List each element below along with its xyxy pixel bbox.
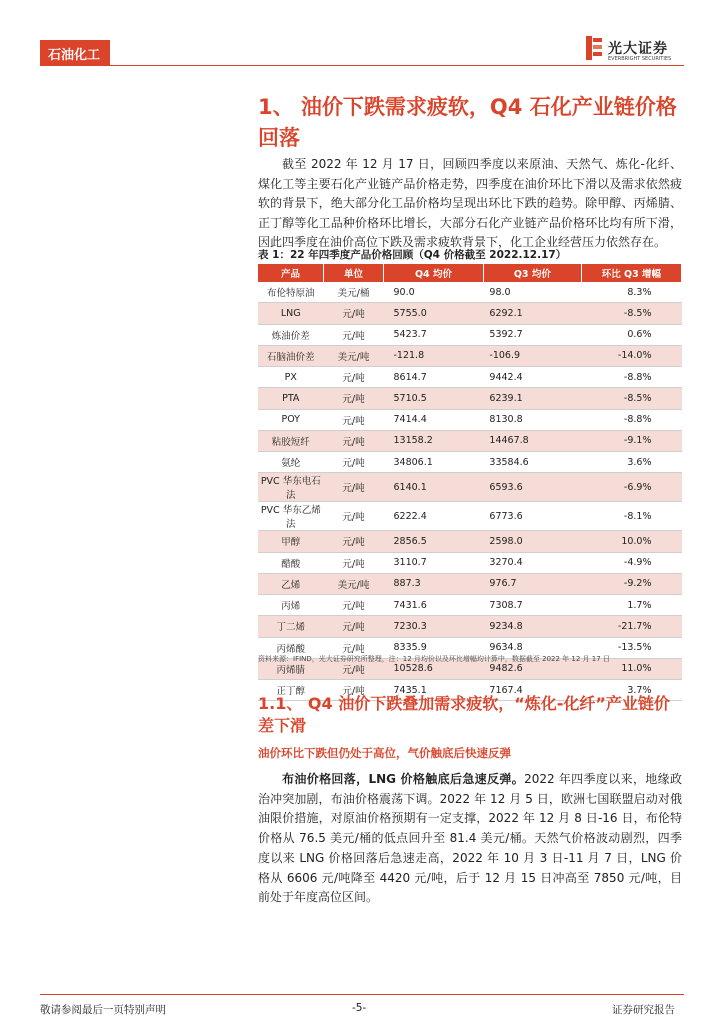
logo-icon [584, 34, 604, 62]
table-cell: 美元/吨 [324, 345, 384, 366]
table-row [258, 282, 682, 303]
intro-paragraph: 截至 2022 年 12 月 17 日，回顾四季度以来原油、天然气、炼化-化纤、煤化工等主要石化产业链产品价格走势，四季度在油价环比下滑以及需求依然疲软的背景下，绝大部分化工品价格均呈现出环比下跌的趋势。除甲醇、丙烯腈、正丁醇等化工品种价格环比增长，大部分石化产业链产品价格环比均有所下滑，因此四季度在油价高位下跌及需求疲软背景下，化工企业经营压力依然存在。 [258, 157, 682, 249]
logo-subtext: EVERBRIGHT SECURITIES [608, 56, 672, 62]
table-cell: 元/吨 [324, 502, 384, 531]
table-row [258, 452, 682, 473]
table-header-row [258, 264, 682, 282]
table-cell: 6292.1 [483, 303, 581, 324]
table-cell: PX [258, 367, 324, 388]
table-cell: 炼油价差 [258, 324, 324, 345]
table-cell: 乙烯 [258, 573, 324, 594]
table-cell: 元/吨 [324, 680, 384, 701]
table-cell: 98.0 [483, 282, 581, 303]
table-row [258, 552, 682, 573]
table-cell: -14.0% [581, 345, 681, 366]
table-cell: 8335.9 [384, 637, 484, 658]
lead-sentence: 布油价格回落，LNG 价格触底后急速反弹。 [282, 772, 525, 786]
column-header: Q3 均价 [483, 264, 581, 282]
table-cell: 甲醇 [258, 531, 324, 552]
table-cell: 2598.0 [483, 531, 581, 552]
table-cell: 元/吨 [324, 430, 384, 451]
table-cell: 14467.8 [483, 430, 581, 451]
table-cell: 90.0 [384, 282, 484, 303]
table-cell: 3.6% [581, 452, 681, 473]
table-row [258, 502, 682, 531]
table-cell: 3110.7 [384, 552, 484, 573]
page-number: -5- [352, 1002, 367, 1014]
table-cell: 3270.4 [483, 552, 581, 573]
section-subhead: 油价环比下跌但仍处于高位，气价触底后快速反弹 [258, 746, 511, 760]
table-cell: -8.1% [581, 502, 681, 531]
table-cell: 元/吨 [324, 303, 384, 324]
table-cell: 元/吨 [324, 531, 384, 552]
table-cell: 8.3% [581, 282, 681, 303]
table-cell: LNG [258, 303, 324, 324]
footer-disclaimer: 敬请参阅最后一页特别声明 [40, 1004, 166, 1016]
table-cell: 元/吨 [324, 409, 384, 430]
table-cell: -13.5% [581, 637, 681, 658]
section-paragraph [258, 770, 682, 908]
table-cell: 丙烯腈 [258, 658, 324, 679]
table-cell: 976.7 [483, 573, 581, 594]
table-cell: 9234.8 [483, 616, 581, 637]
table-cell: 887.3 [384, 573, 484, 594]
column-header: 产品 [258, 264, 324, 282]
table-cell: -8.8% [581, 367, 681, 388]
table-cell: 13158.2 [384, 430, 484, 451]
table-row [258, 616, 682, 637]
table-row [258, 573, 682, 594]
table-cell: 6773.6 [483, 502, 581, 531]
table-cell: 6239.1 [483, 388, 581, 409]
table-cell: -6.9% [581, 473, 681, 502]
table-cell: 0.6% [581, 324, 681, 345]
section-paragraph-text: 2022 年四季度以来，地缘政治冲突加剧，布油价格震荡下调。2022 年 12 月 5 日，欧洲七国联盟启动对俄油限价措施，对原油价格预期有一定支撑，2022 年 12 月 8 日-16 日，布伦特价格从 76.5 美元/桶的低点回升至 81.4 美元/桶。天然气价格波动剧烈，四季度以来 LNG 价格回落后急速走高，2022 年 10 月 3 日-11 月 7 日，LNG 价格从 6606 元/吨降至 4420 元/吨，后于 12 月 15 日冲高至 7850 元/吨，目前处于年度高位区间。 [258, 772, 683, 905]
table-cell: -9.2% [581, 573, 681, 594]
table-row [258, 345, 682, 366]
table-cell: 元/吨 [324, 324, 384, 345]
table-cell: 布伦特原油 [258, 282, 324, 303]
table-row [258, 324, 682, 345]
table-cell: 丙烯酸 [258, 637, 324, 658]
table-cell: PVC 华东电石法 [258, 473, 324, 502]
table-row [258, 430, 682, 451]
table-cell: -106.9 [483, 345, 581, 366]
column-header: 环比 Q3 增幅 [581, 264, 681, 282]
table-cell: 正丁醇 [258, 680, 324, 701]
table-cell: 6140.1 [384, 473, 484, 502]
table-cell: 9634.8 [483, 637, 581, 658]
table-cell: 氨纶 [258, 452, 324, 473]
table-title: 表 1：22 年四季度产品价格回顾（Q4 价格截至 2022.12.17） [258, 249, 567, 261]
table-cell: 元/吨 [324, 552, 384, 573]
table-source-note: 资料来源：IFIND，光大证券研究所整理，注：12 月均价以及环比增幅均计算中，数据截至 2022 年 12 月 17 日 [258, 655, 610, 663]
table-row [258, 531, 682, 552]
table-cell: -8.8% [581, 409, 681, 430]
page-title: 1、 油价下跌需求疲软，Q4 石化产业链价格回落 [258, 95, 677, 150]
table-cell: 美元/吨 [324, 573, 384, 594]
table-cell: 5423.7 [384, 324, 484, 345]
table-cell: 5710.5 [384, 388, 484, 409]
table-cell: 7431.6 [384, 595, 484, 616]
table-cell: 9442.4 [483, 367, 581, 388]
table-cell: -8.5% [581, 303, 681, 324]
column-header: Q4 均价 [384, 264, 484, 282]
table-cell: 34806.1 [384, 452, 484, 473]
table-row [258, 367, 682, 388]
table-cell: 2856.5 [384, 531, 484, 552]
section-tag: 石油化工 [40, 40, 110, 66]
footer-report-type: 证券研究报告 [612, 1004, 675, 1016]
logo-text: 光大证券 [608, 41, 668, 57]
table-row [258, 303, 682, 324]
table-cell: 元/吨 [324, 367, 384, 388]
table-cell: 石脑油价差 [258, 345, 324, 366]
table-cell: 11.0% [581, 658, 681, 679]
table-cell: 5392.7 [483, 324, 581, 345]
section-title: 1.1、 Q4 油价下跌叠加需求疲软，“炼化-化纤”产业链价差下滑 [258, 694, 670, 735]
table-cell: 丁二烯 [258, 616, 324, 637]
column-header: 单位 [324, 264, 384, 282]
table-cell: 元/吨 [324, 452, 384, 473]
table-cell: 3.7% [581, 680, 681, 701]
table-cell: 10528.6 [384, 658, 484, 679]
table-cell: 丙烯 [258, 595, 324, 616]
table-row [258, 409, 682, 430]
table-cell: PVC 华东乙烯法 [258, 502, 324, 531]
table-row [258, 595, 682, 616]
table-cell: 元/吨 [324, 616, 384, 637]
table-cell: 醋酸 [258, 552, 324, 573]
table-cell: 美元/桶 [324, 282, 384, 303]
table-cell: -4.9% [581, 552, 681, 573]
table-cell: POY [258, 409, 324, 430]
table-cell: 1.7% [581, 595, 681, 616]
table-cell: 元/吨 [324, 658, 384, 679]
table-cell: 33584.6 [483, 452, 581, 473]
table-cell: 元/吨 [324, 595, 384, 616]
table-cell: 8614.7 [384, 367, 484, 388]
table-row [258, 388, 682, 409]
table-cell: 7435.1 [384, 680, 484, 701]
table-cell: 6593.6 [483, 473, 581, 502]
table-cell: 9482.6 [483, 658, 581, 679]
price-review-table [258, 264, 682, 701]
table-cell: 5755.0 [384, 303, 484, 324]
table-cell: 7414.4 [384, 409, 484, 430]
table-cell: 10.0% [581, 531, 681, 552]
table-row [258, 473, 682, 502]
table-cell: 7167.4 [483, 680, 581, 701]
footer-divider [40, 994, 684, 995]
table-cell: -9.1% [581, 430, 681, 451]
table-cell: 元/吨 [324, 637, 384, 658]
table-cell: 粘胶短纤 [258, 430, 324, 451]
table-cell: -8.5% [581, 388, 681, 409]
table-cell: 6222.4 [384, 502, 484, 531]
table-cell: -121.8 [384, 345, 484, 366]
table-cell: -21.7% [581, 616, 681, 637]
table-cell: 7308.7 [483, 595, 581, 616]
table-cell: 8130.8 [483, 409, 581, 430]
table-cell: 元/吨 [324, 473, 384, 502]
table-cell: PTA [258, 388, 324, 409]
company-logo [584, 34, 694, 66]
table-cell: 元/吨 [324, 388, 384, 409]
table-cell: 7230.3 [384, 616, 484, 637]
